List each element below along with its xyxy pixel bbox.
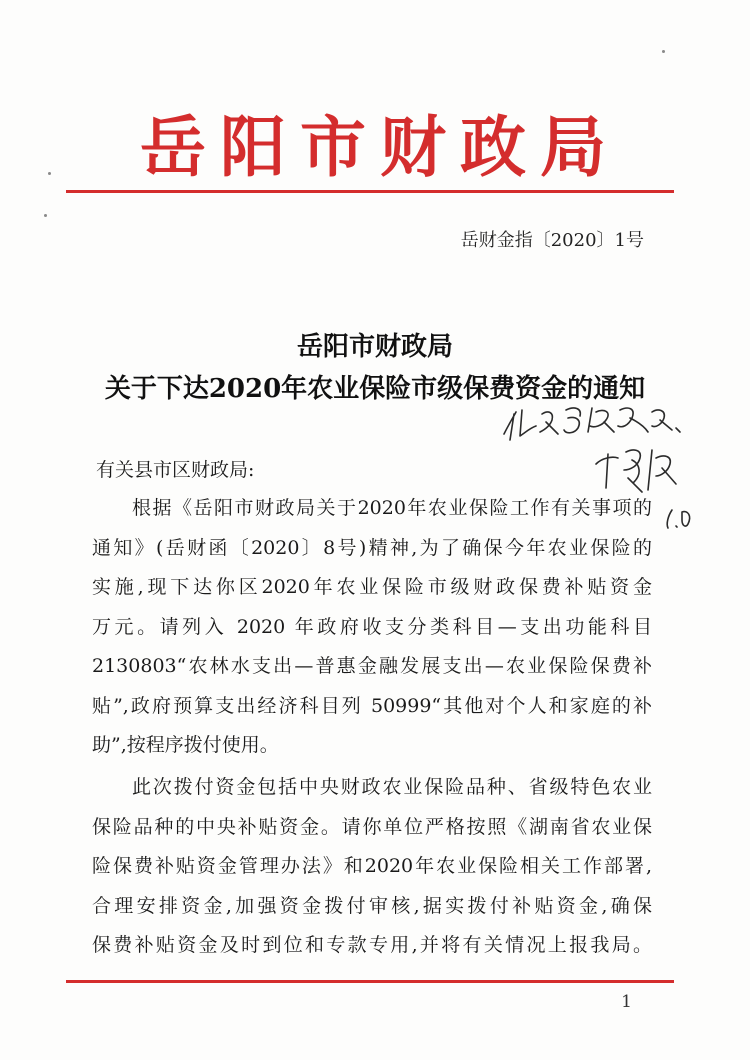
paragraph-line: 实施,现下达你区2020年农业保险市级财政保费补贴资金 (92, 576, 652, 598)
page-number: 1 (621, 992, 632, 1012)
paragraph-line: 险保费补贴资金管理办法》和2020年农业保险相关工作部署, (92, 855, 652, 877)
paragraph-line: 此次拨付资金包括中央财政农业保险品种、省级特色农业 (132, 776, 652, 798)
paragraph-line: 贴”,政府预算支出经济科目列 50999“其他对个人和家庭的补 (92, 694, 652, 717)
paragraph-line: 保险品种的中央补贴资金。请你单位严格按照《湖南省农业保 (92, 815, 652, 838)
paragraph-line: 合理安排资金,加强资金拨付审核,据实拨付补贴资金,确保 (92, 894, 652, 917)
paragraph-line: 根据《岳阳市财政局关于2020年农业保险工作有关事项的 (132, 497, 652, 519)
letterhead-red-rule (66, 190, 674, 193)
document-number: 岳财金指〔2020〕1号 (460, 230, 644, 251)
addressee: 有关县市区财政局: (96, 459, 255, 481)
paragraph-line: 助”,按程序拨付使用。 (92, 734, 279, 756)
scan-speck (44, 214, 47, 217)
scan-speck (662, 50, 665, 53)
paragraph-2 (92, 768, 652, 966)
document-title-line-1: 岳阳市财政局 (296, 332, 453, 362)
footer-red-rule (66, 980, 674, 983)
letterhead-title: 岳阳市财政局 (140, 109, 620, 186)
paragraph-line: 保费补贴资金及时到位和专款专用,并将有关情况上报我局。 (92, 934, 652, 956)
paragraph-line: 通知》(岳财函〔2020〕8号)精神,为了确保今年农业保险的 (92, 536, 652, 559)
scan-speck (48, 172, 51, 175)
document-title-line-2: 关于下达2020年农业保险市级保费资金的通知 (104, 374, 646, 404)
paragraph-1 (92, 489, 652, 766)
paragraph-line: 2130803“农林水支出—普惠金融发展支出—农业保险保费补 (92, 655, 652, 677)
paragraph-line: 万元。请列入 2020 年政府收支分类科目—支出功能科目 (92, 615, 652, 638)
